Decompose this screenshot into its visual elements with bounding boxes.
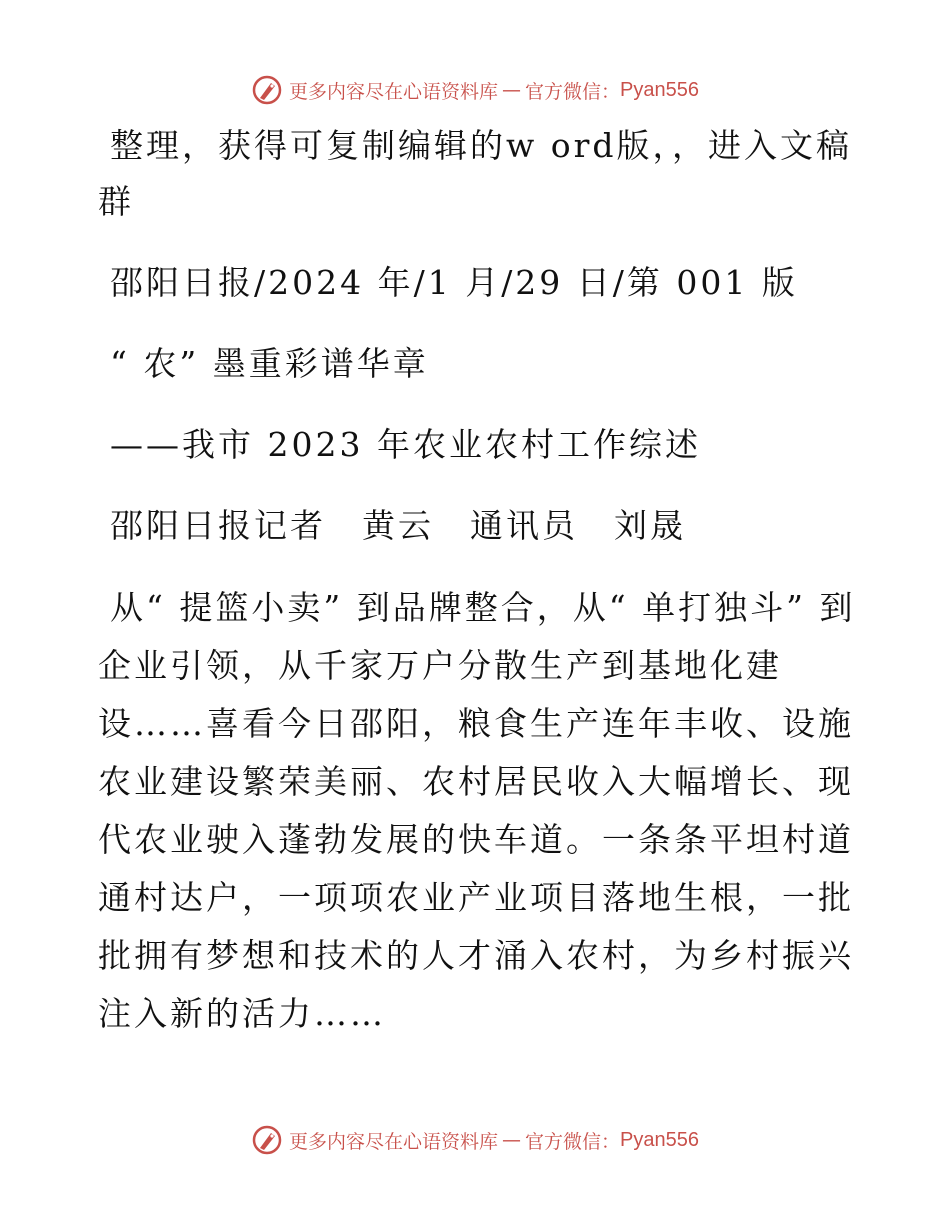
pen-nib-circle-icon: [251, 1124, 283, 1156]
article-subtitle: ——我市 2023 年农业农村工作综述: [110, 425, 701, 464]
article-byline: 邵阳日报记者 黄云 通讯员 刘晟: [110, 506, 686, 545]
source-line: 邵阳日报/2024 年/1 月/29 日/第 001 版: [110, 263, 798, 302]
watermark-text: 更多内容尽在心语资料库: [289, 80, 499, 103]
article-title: “ 农” 墨重彩谱华章: [110, 344, 429, 383]
watermark-wechat-id: Pyan556: [620, 1128, 699, 1151]
watermark-separator: —: [502, 79, 522, 101]
document-body: [98, 118, 858, 1068]
footer-watermark: [0, 1120, 950, 1160]
article-paragraph: 从“ 提篮小卖” 到品牌整合，从“ 单打独斗” 到企业引领，从千家万户分散生产到基地化建设……喜看今日邵阳，粮食生产连年丰收、设施农业建设繁荣美丽、农村居民收入大幅增长、现代农业驶入蓬勃发展的快车道。一条条平坦村道通村达户，一项项农业产业项目落地生根，一批批拥有梦想和技术的人才涌入农村，为乡村振兴注入新的活力……: [98, 588, 856, 1033]
watermark-label: 官方微信：: [525, 1130, 621, 1153]
header-watermark: [0, 70, 950, 110]
intro-text: 整理，获得可复制编辑的w ord版，，进入文稿群: [98, 126, 853, 221]
pen-nib-circle-icon: [251, 74, 283, 106]
watermark-label: 官方微信：: [525, 80, 621, 103]
watermark-wechat-id: Pyan556: [620, 78, 699, 101]
watermark-separator: —: [502, 1129, 522, 1151]
watermark-text: 更多内容尽在心语资料库: [289, 1130, 499, 1153]
